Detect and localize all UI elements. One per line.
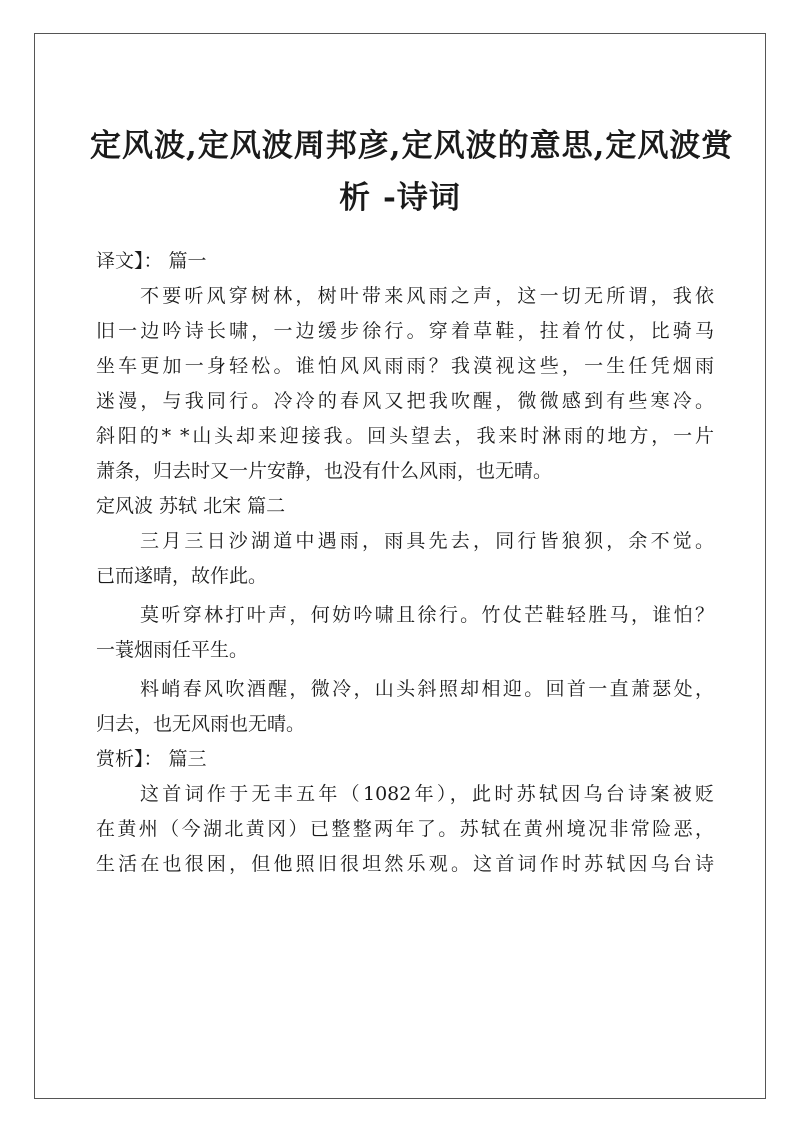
title-line-1: 定风波,定风波周邦彦,定风波的意思,定风波赏 — [90, 128, 734, 164]
poem-preface-paragraph — [96, 524, 714, 594]
section-heading-appreciation: 赏析】： 篇三 — [96, 748, 207, 770]
text-line: 萧条，归去时又一片安静，也没有什么风雨，也无晴。 — [96, 460, 553, 482]
text-line: 旧一边吟诗长啸，一边缓步徐行。穿着草鞋，拄着竹仗，比骑马 — [96, 320, 714, 342]
poem-stanza-2 — [96, 672, 714, 742]
text-line: 三月三日沙湖道中遇雨，雨具先去，同行皆狼狈，余不觉。 — [140, 530, 714, 552]
title-line-2: 析 -诗词 — [339, 180, 461, 216]
text-line: 斜阳的* *山头却来迎接我。回头望去，我来时淋雨的地方，一片 — [96, 425, 714, 447]
text-line: 迷漫，与我同行。冷冷的春风又把我吹醒，微微感到有些寒冷。 — [96, 390, 714, 412]
text-line: 莫听穿林打叶声，何妨吟啸且徐行。竹仗芒鞋轻胜马，谁怕？ — [140, 604, 714, 626]
document-body — [96, 244, 714, 882]
text-line: 在黄州（今湖北黄冈）已整整两年了。苏轼在黄州境况非常险恶， — [96, 818, 714, 840]
text-line: 这首词作于无丰五年（1082年），此时苏轼因乌台诗案被贬 — [140, 783, 714, 805]
translation-paragraph — [96, 279, 714, 489]
text-line: 坐车更加一身轻松。谁怕风风雨雨？我漠视这些，一生任凭烟雨 — [96, 355, 714, 377]
text-line: 已而遂晴，故作此。 — [96, 565, 268, 587]
text-line: 归去，也无风雨也无晴。 — [96, 713, 306, 735]
section-heading-translation: 译文】： 篇一 — [96, 250, 207, 272]
text-line: 不要听风穿树林，树叶带来风雨之声，这一切无所谓，我依 — [140, 285, 714, 307]
poem-stanza-1 — [96, 598, 714, 668]
section-heading-poem: 定风波 苏轼 北宋 篇二 — [96, 495, 286, 517]
text-line: 一蓑烟雨任平生。 — [96, 639, 249, 661]
document-title — [90, 120, 734, 224]
text-line: 生活在也很困，但他照旧很坦然乐观。这首词作时苏轼因乌台诗 — [96, 853, 714, 875]
appreciation-paragraph — [96, 777, 714, 882]
text-line: 料峭春风吹酒醒，微冷，山头斜照却相迎。回首一直萧瑟处， — [140, 678, 714, 700]
